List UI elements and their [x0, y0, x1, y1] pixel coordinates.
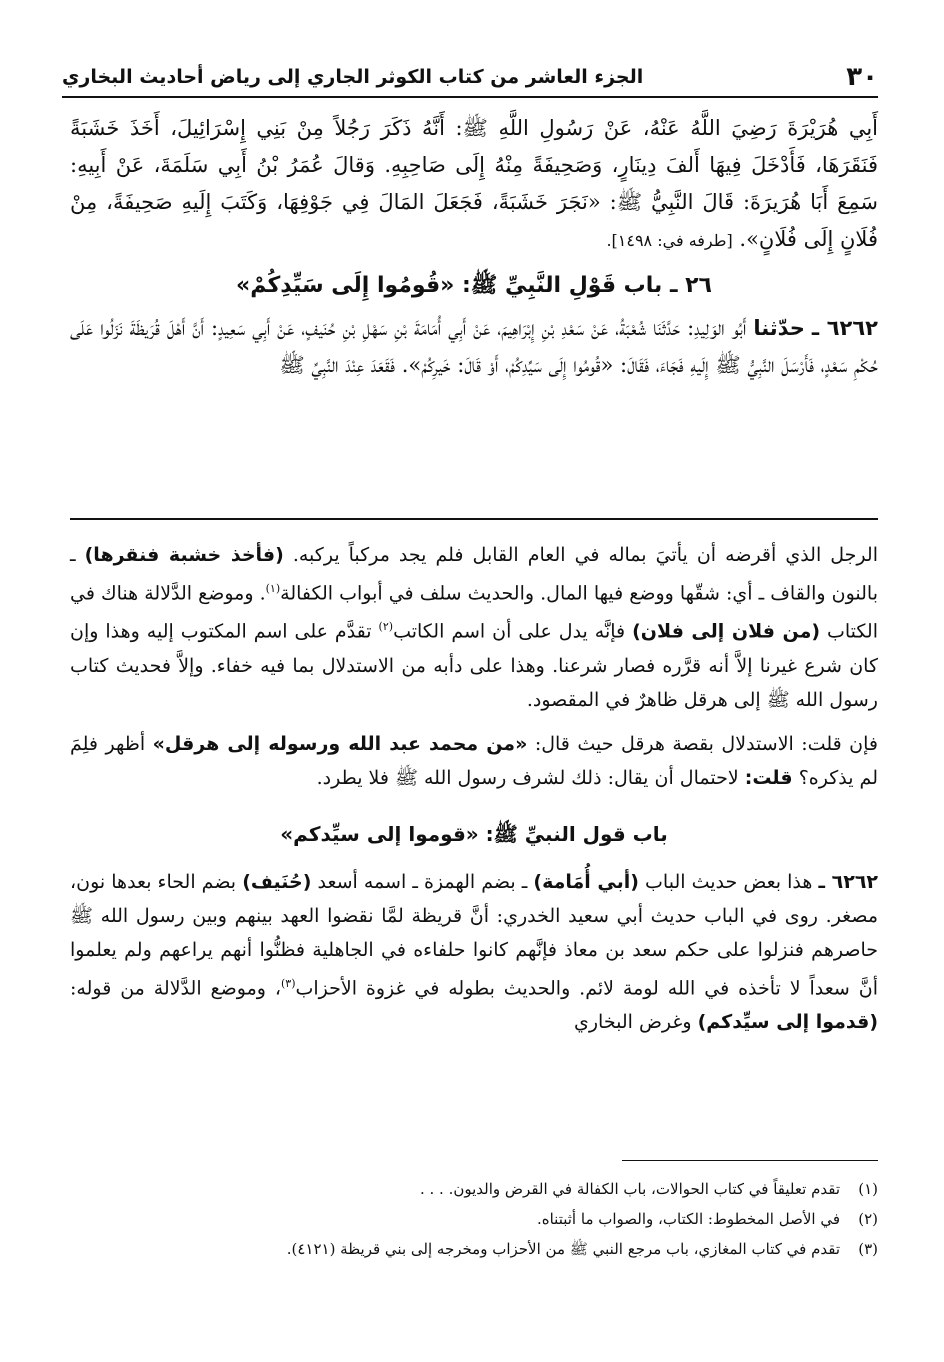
commentary-text: هذا بعض حديث الباب: [645, 870, 813, 893]
commentary-paragraph-2: [70, 727, 878, 795]
hadith-section: [70, 110, 878, 384]
footnote-item: [70, 1174, 878, 1204]
commentary-text: . وموضع الدَّلالة هناك في الكتاب: [70, 582, 878, 643]
footnote-item: [70, 1234, 878, 1264]
commentary-text: وغرض البخاري: [574, 1010, 692, 1033]
commentary-text: تقدَّم على اسم المكتوب إليه وهذا وإن كان شرع غيرنا إلاَّ أنه قرَّره فصار شرعنا. وهذا على دأبه من الاستدلال بما فيه خفاء. وإلاَّ فحديث كتاب رسول الله ﷺ إلى هرقل ظاهرٌ في المقصود.: [70, 620, 878, 711]
quoted-phrase: (قدموا إلى سيِّدكم): [697, 1010, 878, 1033]
section-divider: [70, 518, 878, 520]
footnote-rule: [622, 1160, 878, 1161]
footnote-item: [70, 1204, 878, 1234]
quoted-phrase: (أبي أُمَامة): [533, 870, 639, 893]
quoted-phrase: (من فلان إلى فلان): [632, 620, 821, 643]
quoted-phrase: «من محمد عبد الله ورسوله إلى هرقل»: [152, 732, 528, 755]
footnotes: [70, 1174, 878, 1264]
chapter-heading: ٢٦ ـ باب قَوْلِ النَّبِيِّ ﷺ: «قُومُوا إِلَى سَيِّدِكُمْ»: [236, 273, 712, 298]
commentary-text: فإنَّه يدل على أن اسم الكاتب: [393, 620, 626, 643]
footnote-ref: (١): [265, 582, 281, 595]
hadith-opening-text: أَبِي هُرَيْرَةَ رَضِيَ اللَّهُ عَنْهُ، عَنْ رَسُولِ اللَّهِ ﷺ: أَنَّهُ ذَكَرَ رَجُلاً مِنْ بَنِي إِسْرَائِيلَ، أَخَذَ خَشَبَةً فَنَقَرَهَا، فَأَدْخَلَ فِيهَا أَلفَ دِينَارٍ، وَصَحِيفَةً مِنْهُ إِلَى صَاحِبِهِ. وَقالَ عُمَرُ بْنُ أَبِي سَلَمَةَ، عَنْ أَبِيهِ: سَمِعَ أَبَا هُرَيرَةَ: قَالَ النَّبِيُّ ﷺ: «نَجَرَ خَشَبَةً، فَجَعَلَ المَالَ فِي جَوْفِهَا، وَكَتَبَ إِلَيهِ صَحِيفَةً، مِنْ فُلَانٍ إِلَى فُلَانٍ».: [70, 116, 878, 251]
commentary-text: ـ بالنون والقاف ـ أي: شقّها ووضع فيها المال. والحديث سلف في أبواب الكفالة: [70, 544, 878, 605]
hadith-text: أَبُو الوَلِيدِ: حَدَّثَنَا شُعْبَةُ، عَنْ سَعْدِ بْنِ إِبْرَاهِيمَ، عَنْ أَبِي أُمَامَةَ بْنِ سَهْلِ بْنِ حُنَيفٍ، عَنْ أَبِي سَعِيدٍ: أَنَّ أَهْلَ قُرَيظَةَ نَزَلُوا عَلَى حُكْمِ سَعْدٍ، فَأَرْسَلَ النَّبِيُّ ﷺ إِلَيهِ فَجَاءَ، فَقَالَ: «قُومُوا إِلَى سَيِّدِكُمْ، أَوْ قَالَ: خَيرِكُمْ». فَقَعَدَ عِنْدَ النَّبِيِّ ﷺ: [70, 316, 878, 377]
footnote-marker: (٢): [858, 1210, 878, 1228]
footnote-text: تقدم تعليقاً في كتاب الحوالات، باب الكفالة في القرض والديون. . . .: [419, 1180, 840, 1198]
hadith-number: ٦٢٦٢ ـ: [818, 870, 879, 893]
commentary-text: لاحتمال أن يقال: ذلك لشرف رسول الله ﷺ فلا يطرد.: [316, 766, 739, 789]
quoted-phrase: (حُنَيف): [242, 870, 312, 893]
footnote-ref: (٢): [378, 620, 394, 634]
commentary-text: بضم الحاء بعدها نون، مصغر. روى في الباب حديث أبي سعيد الخدري: أنَّ قريظة لمَّا نقضوا العهد بينهم وبين رسول الله ﷺ حاصرهم فنزلوا على حكم سعد بن معاذ فإنَّهم كانوا حلفاءه في الجاهلية فظنُّوا أنهم يراعهم ولم يعلموا أنَّ سعداً لا تأخذه في الله لومة لائم. والحديث بطوله في غزوة الأحزاب: [70, 870, 878, 999]
answer-marker: قلت:: [744, 766, 793, 789]
footnote-marker: (١): [858, 1180, 878, 1198]
hadith-number: ٦٢٦٢ ـ: [811, 316, 878, 340]
footnote-marker: (٣): [858, 1240, 878, 1258]
running-title: الجزء العاشر من كتاب الكوثر الجاري إلى رياض أحاديث البخاري: [62, 66, 644, 88]
commentary-text: الرجل الذي أقرضه أن يأتيَ بماله في العام القابل فلم يجد مركباً يركبه.: [292, 544, 878, 566]
commentary-text: ، وموضع الدَّلالة من قوله:: [70, 976, 281, 999]
footnote-text: في الأصل المخطوط: الكتاب، والصواب ما أثبتناه.: [536, 1210, 840, 1228]
cross-reference: [طرفه في: ١٤٩٨].: [606, 231, 733, 250]
hadith-paragraph: [70, 310, 878, 384]
page-header: [62, 52, 878, 92]
header-rule: [62, 96, 878, 98]
commentary-section: [70, 538, 878, 1049]
commentary-paragraph-1: [70, 538, 878, 717]
page-number: ٣٠: [846, 62, 878, 92]
commentary-text: ـ بضم الهمزة ـ اسمه أسعد: [317, 870, 528, 893]
commentary-text: أظهر فلِمَ لم يذكره؟: [70, 732, 878, 789]
commentary-chapter-heading: باب قول النبيِّ ﷺ: «قوموا إلى سيِّدكم»: [280, 821, 668, 846]
commentary-text: فإن قلت: الاستدلال بقصة هرقل حيث قال:: [534, 732, 878, 755]
hadith-lead: حدّثنا: [753, 316, 805, 340]
footnote-text: تقدم في كتاب المغازي، باب مرجع النبي ﷺ من الأحزاب ومخرجه إلى بني قريظة (٤١٢١).: [286, 1240, 840, 1258]
footnote-ref: (٣): [280, 976, 296, 990]
hadith-opening-paragraph: [70, 110, 878, 259]
commentary-paragraph-3: [70, 865, 878, 1039]
quoted-phrase: (فأخذ خشبة فنقرها): [84, 544, 284, 566]
